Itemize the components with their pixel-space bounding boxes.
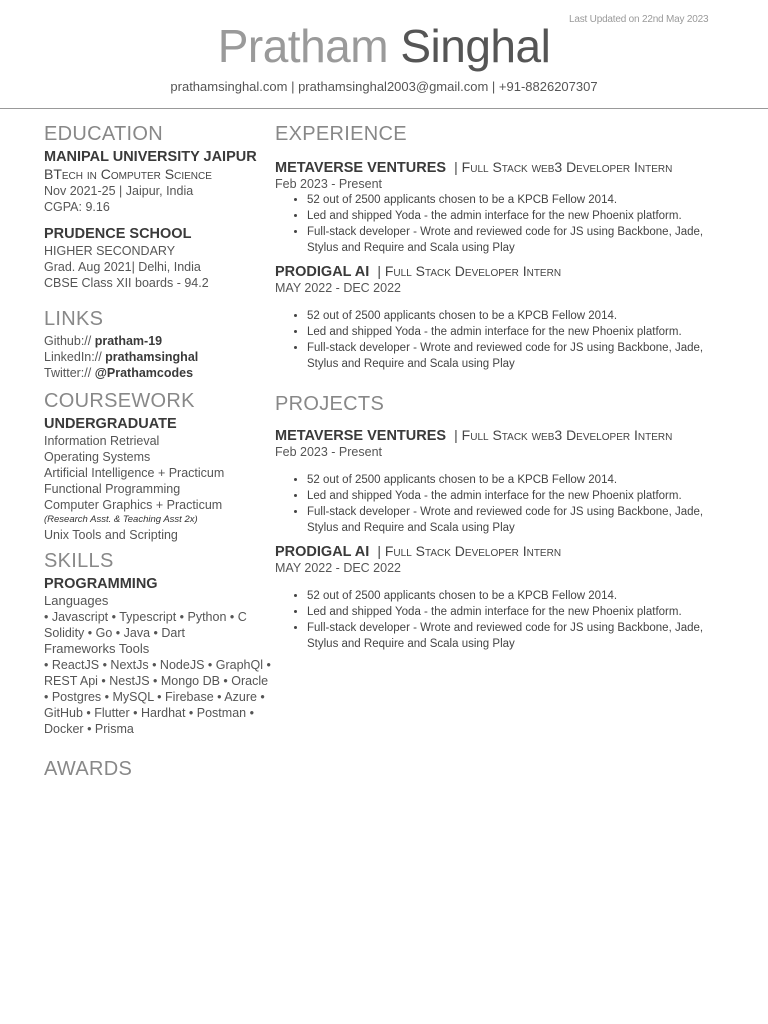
course-item: Unix Tools and Scripting	[44, 528, 178, 542]
bullet-item: • 52 out of 2500 applicants chosen to be a KPCB Fellow 2014.	[307, 588, 735, 604]
course-item: Functional Programming	[44, 482, 181, 496]
contact-line[interactable]: prathamsinghal.com | prathamsinghal2003@gmail.com | +91-8826207307	[170, 79, 598, 94]
right-column	[275, 120, 735, 652]
link-prefix: LinkedIn://	[44, 350, 102, 364]
bullet-item: • Led and shipped Yoda - the admin interface for the new Phoenix platform.	[307, 604, 735, 620]
link-prefix: Github://	[44, 334, 92, 348]
project-entry	[275, 426, 735, 536]
bullet-item: • 52 out of 2500 applicants chosen to be a KPCB Fellow 2014.	[307, 472, 735, 488]
course-item: Computer Graphics + Practicum	[44, 498, 223, 512]
entry-role: | Full Stack Developer Intern	[377, 263, 562, 279]
entry-date: Feb 2023 - Present	[275, 445, 383, 459]
entry-heading	[275, 426, 735, 445]
entry-role: | Full Stack web3 Developer Intern	[454, 159, 673, 175]
school-detail: CGPA: 9.16	[44, 200, 110, 214]
coursework-title: COURSEWORK	[44, 390, 195, 412]
experience-entry	[275, 158, 735, 256]
skills-title: SKILLS	[44, 550, 114, 572]
skills-line: • Postgres • MySQL • Firebase • Azure •	[44, 690, 265, 704]
skills-line: Docker • Prisma	[44, 722, 134, 736]
coursework-subtitle: UNDERGRADUATE	[44, 416, 177, 432]
left-column	[44, 120, 272, 783]
entry-bullets	[275, 472, 735, 536]
entry-bullets	[275, 588, 735, 652]
entry-company: PRODIGAL AI	[275, 544, 370, 560]
bullet-item: • Led and shipped Yoda - the admin interface for the new Phoenix platform.	[307, 208, 735, 224]
skills-line: REST Api • NestJS • Mongo DB • Oracle	[44, 674, 269, 688]
bullet-item: • Full-stack developer - Wrote and reviewed code for JS using Backbone, Jade, Stylus and Require and Scala using Play	[307, 224, 735, 256]
school-name: PRUDENCE SCHOOL	[44, 226, 192, 242]
entry-bullets	[275, 192, 735, 256]
bullet-item: • Led and shipped Yoda - the admin interface for the new Phoenix platform.	[307, 324, 735, 340]
entry-bullets	[275, 308, 735, 372]
entry-date: MAY 2022 - DEC 2022	[275, 281, 401, 295]
link-prefix: Twitter://	[44, 366, 92, 380]
skills-line: Solidity • Go • Java • Dart	[44, 626, 185, 640]
link-twitter[interactable]	[44, 365, 272, 381]
course-item: Information Retrieval	[44, 434, 160, 448]
school-name: MANIPAL UNIVERSITY JAIPUR	[44, 149, 257, 165]
entry-company: PRODIGAL AI	[275, 264, 370, 280]
link-value[interactable]: pratham-19	[94, 334, 163, 348]
link-linkedin[interactable]	[44, 349, 272, 365]
experience-entry	[275, 262, 735, 372]
skills-subtitle: PROGRAMMING	[44, 576, 158, 592]
skills-line: • Javascript • Typescript • Python • C	[44, 610, 247, 624]
project-entry	[275, 542, 735, 652]
resume-name	[0, 16, 768, 76]
bullet-item: • Led and shipped Yoda - the admin interface for the new Phoenix platform.	[307, 488, 735, 504]
school-detail: CBSE Class XII boards - 94.2	[44, 276, 209, 290]
bullet-item: • Full-stack developer - Wrote and reviewed code for JS using Backbone, Jade, Stylus and Require and Scala using Play	[307, 620, 735, 652]
entry-heading	[275, 542, 735, 561]
last-name: Singhal	[400, 20, 551, 72]
course-item: Artificial Intelligence + Practicum	[44, 466, 225, 480]
school-degree: BTech in Computer Science	[44, 166, 212, 182]
school-degree: HIGHER SECONDARY	[44, 244, 176, 258]
entry-date: Feb 2023 - Present	[275, 177, 383, 191]
school-detail: Nov 2021-25 | Jaipur, India	[44, 184, 194, 198]
links-title: LINKS	[44, 308, 104, 330]
link-value[interactable]: @Prathamcodes	[94, 366, 194, 380]
entry-heading	[275, 262, 735, 281]
last-updated: Last Updated on 22nd May 2023	[569, 14, 709, 25]
header-divider	[0, 108, 768, 109]
bullet-item: • Full-stack developer - Wrote and reviewed code for JS using Backbone, Jade, Stylus and Require and Scala using Play	[307, 504, 735, 536]
entry-heading	[275, 158, 735, 177]
first-name: Pratham	[217, 20, 389, 72]
projects-title: PROJECTS	[275, 393, 385, 415]
education-title: EDUCATION	[44, 123, 163, 145]
entry-date: MAY 2022 - DEC 2022	[275, 561, 401, 575]
link-value[interactable]: prathamsinghal	[105, 350, 199, 364]
entry-company: METAVERSE VENTURES	[275, 160, 447, 176]
course-note: (Research Asst. & Teaching Asst 2x)	[44, 514, 198, 525]
school-detail: Grad. Aug 2021| Delhi, India	[44, 260, 201, 274]
entry-role: | Full Stack web3 Developer Intern	[454, 427, 673, 443]
skills-frameworks-label: Frameworks Tools	[44, 641, 150, 656]
awards-title: AWARDS	[44, 758, 133, 780]
skills-languages-label: Languages	[44, 593, 109, 608]
bullet-item: • Full-stack developer - Wrote and reviewed code for JS using Backbone, Jade, Stylus and Require and Scala using Play	[307, 340, 735, 372]
entry-role: | Full Stack Developer Intern	[377, 543, 562, 559]
link-github[interactable]	[44, 333, 272, 349]
bullet-item: • 52 out of 2500 applicants chosen to be a KPCB Fellow 2014.	[307, 308, 735, 324]
skills-line: • ReactJS • NextJs • NodeJS • GraphQl •	[44, 658, 271, 672]
experience-title: EXPERIENCE	[275, 123, 407, 145]
skills-line: GitHub • Flutter • Hardhat • Postman •	[44, 706, 254, 720]
bullet-item: • 52 out of 2500 applicants chosen to be a KPCB Fellow 2014.	[307, 192, 735, 208]
entry-company: METAVERSE VENTURES	[275, 428, 447, 444]
course-item: Operating Systems	[44, 450, 151, 464]
